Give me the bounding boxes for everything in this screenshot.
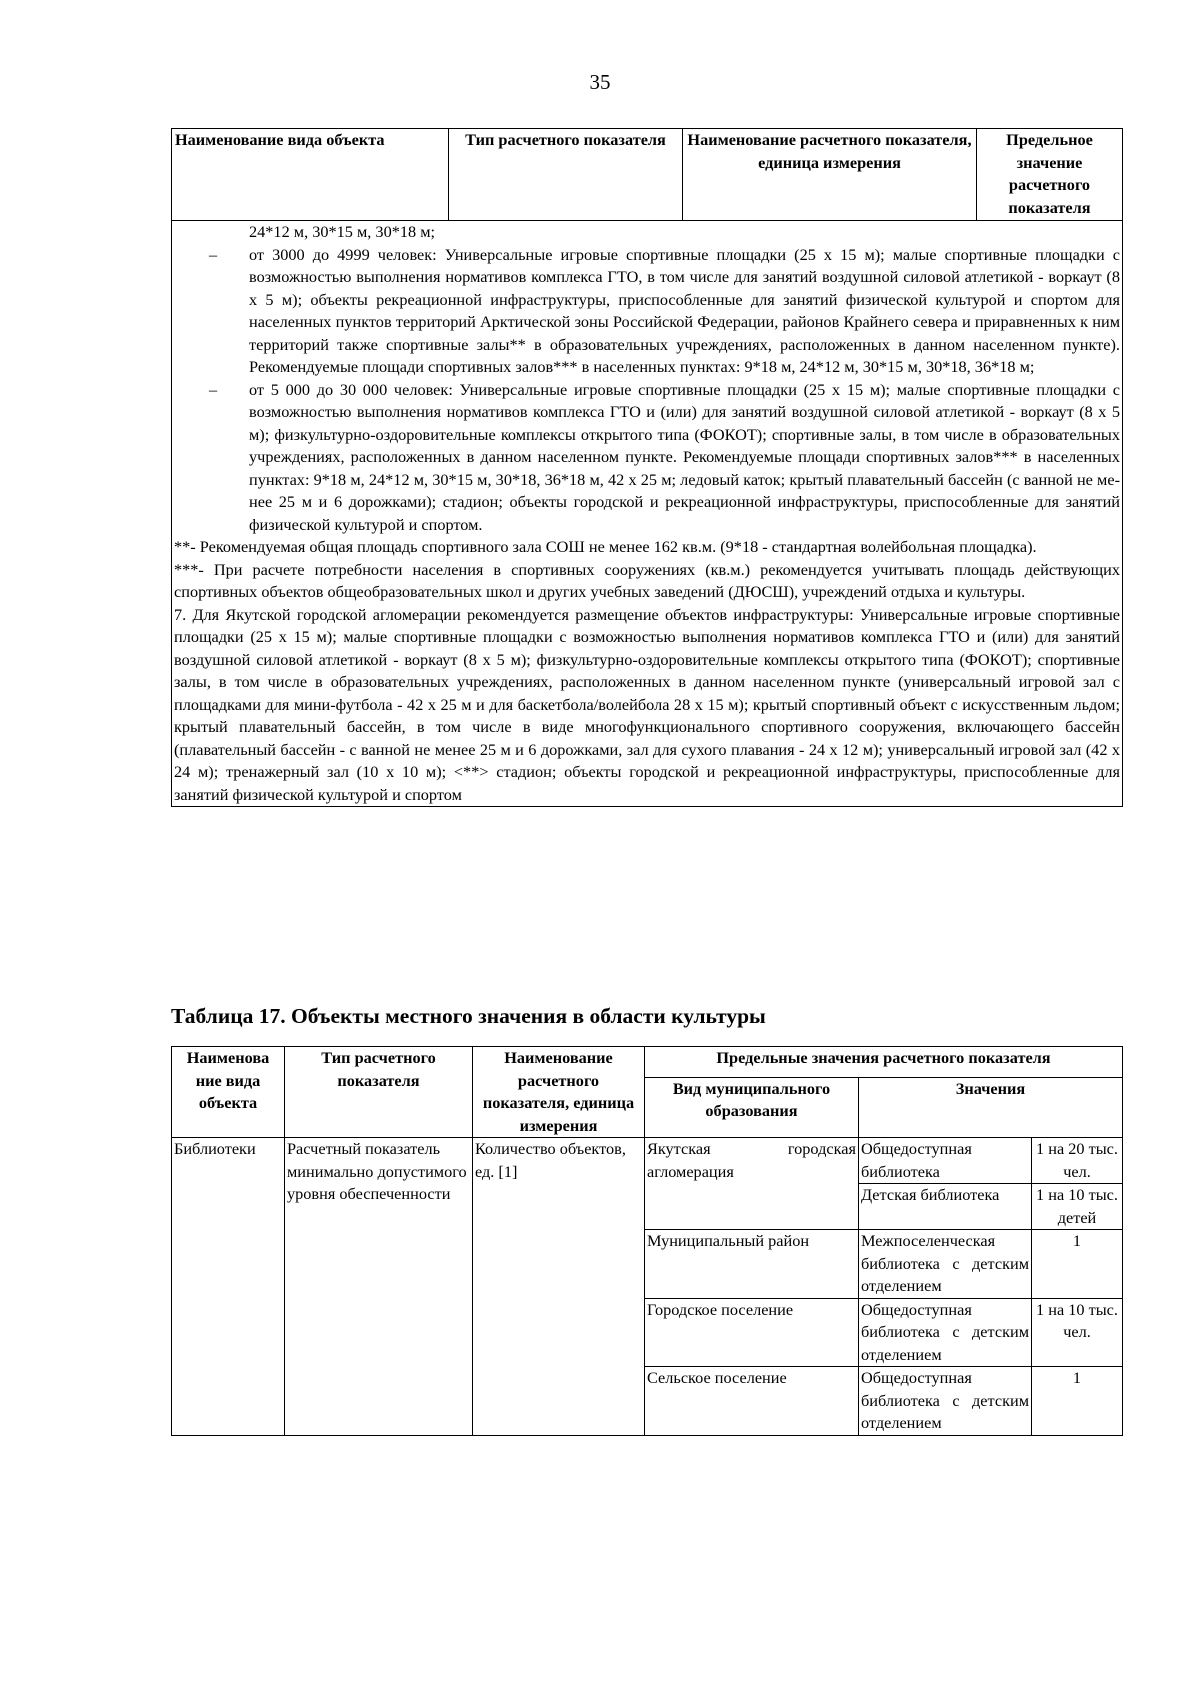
value-cell: 1 [1032, 1367, 1123, 1436]
library-type-cell: Межпоселенческая библиотека с детским отделением [859, 1230, 1032, 1299]
sports-text-cell [172, 221, 1123, 807]
value-cell: 1 [1032, 1230, 1123, 1299]
indicator-type-cell: Расчетный показатель минимально допустимого уровня обеспеченности [285, 1138, 473, 1436]
table-header-row [172, 1047, 1123, 1078]
value-cell: 1 на 10 тыс. детей [1032, 1184, 1123, 1230]
header-indicator-type: Тип расчетного показателя [449, 129, 683, 221]
municipality-cell: Сельское поселение [645, 1367, 859, 1436]
library-type-cell: Общедоступная библиотека с детским отделением [859, 1367, 1032, 1436]
indicator-name-cell: Количество объектов, ед. [1] [473, 1138, 645, 1436]
list-item: – от 5 000 до 30 000 человек: Универсальные игровые спортивные площадки (25 х 15 м); малые спортивные площадки с возможностью выполнения нормативов комплекса ГТО и (или) для занятий воздушной силовой атлетикой - воркаут (8 х 5 м); физкультурно-оздоровительные комплексы открытого типа (ФОКОТ); спортивные залы, в том числе в образовательных учреждениях, расположенных в данном населенном пункте. Рекомендуемые площади спортивных залов*** в населенных пунктах: 9*18 м, 24*12 м, 30*15 м, 30*18, 36*18 м, 42 х 25 м; ледовый каток; крытый плавательный бассейн (с ванной не ме-нее 25 м и 6 дорожками); стадион; объекты городской и рекреационной инфраструктуры, приспособленные для занятий физической культурой и спортом. [249, 379, 1120, 537]
header-indicator-name: Наименование расчетного показателя, единица измерения [473, 1047, 645, 1138]
value-cell: 1 на 20 тыс. чел. [1032, 1138, 1123, 1184]
object-name-cell: Библиотеки [172, 1138, 285, 1436]
culture-objects-table [171, 1046, 1123, 1436]
header-limit-value: Предельное значение расчетного показателя [977, 129, 1123, 221]
table-17-title: Таблица 17. Объекты местного значения в области культуры [171, 1004, 766, 1028]
header-object-type: Наименование вида объекта [172, 129, 449, 221]
header-object-type: Наименова ние вида объекта [172, 1047, 285, 1138]
header-values: Значения [859, 1077, 1123, 1137]
footnote-demand-calc: ***- При расчете потребности населения в спортивных сооружениях (кв.м.) рекомендуется учитывать площадь действующих спортивных объектов общеобразовательных школ и других учебных заведений (ДЮСШ), учреждений отдыха и культуры. [174, 559, 1120, 601]
sports-objects-table [171, 128, 1123, 807]
note-yakutsk-agglomeration: 7. Для Якутской городской агломерации рекомендуется размещение объектов инфраструктуры: Универсальные игровые спортивные площадки (25 х 15 м); малые спортивные площадки с возможностью выполнения нормативов комплекса ГТО и (или) для занятий воздушной силовой атлетикой - воркаут (8 х 5 м); физкультурно-оздоровительные комплексы открытого типа (ФОКОТ); спортивные залы, в том числе в образовательных учреждениях, расположенных в данном населенном пункте (универсальный игровой зал с площадками для мини-футбола - 42 х 25 м и для баскетбола/волейбола 28 х 15 м); крытый спортивный объект с искусственным льдом; крытый плавательный бассейн, в том числе в виде многофункционального спортивного сооружения, включающего бассейн (плавательный бассейн - с ванной не менее 25 м и 6 дорожками, зал для сухого плавания - 24 х 12 м); универсальный игровой зал (42 х 24 м); тренажерный зал (10 х 10 м); <**> стадион; объекты городской и рекреационной инфраструктуры, приспособленные для занятий физической культурой и спортом [174, 604, 1120, 804]
population-list [174, 244, 1120, 537]
header-indicator-name: Наименование расчетного показателя, единица измерения [683, 129, 977, 221]
municipality-cell: Якутская городская агломерация [645, 1138, 859, 1230]
footnote-gym-area: **- Рекомендуемая общая площадь спортивного зала СОШ не менее 162 кв.м. (9*18 - стандартная волейбольная площадка). [174, 537, 1037, 556]
municipality-cell: Городское поселение [645, 1298, 859, 1367]
continuation-line: 24*12 м, 30*15 м, 30*18 м; [249, 222, 436, 241]
header-limit-values: Предельные значения расчетного показателя [645, 1047, 1123, 1078]
table-header-row [172, 129, 1123, 221]
table-body-row [172, 221, 1123, 807]
table-row [172, 1138, 1123, 1184]
page-number: 35 [589, 70, 611, 94]
header-municipality: Вид муниципального образования [645, 1077, 859, 1137]
list-item: – от 3000 до 4999 человек: Универсальные игровые спортивные площадки (25 х 15 м); малые спортивные площадки с возможностью выполнения нормативов комплекса ГТО, в том числе для занятий воздушной силовой атлетикой - воркаут (8 х 5 м); объекты рекреационной инфраструктуры, приспособленные для занятий физической культурой и спортом для населенных пунктов территорий Арктической зоны Российской Федерации, районов Крайнего севера и приравненных к ним территорий также спортивные залы** в образовательных учреждениях, расположенных в данном населенном пункте). Рекомендуемые площади спортивных залов*** в населенных пунктах: 9*18 м, 24*12 м, 30*15 м, 30*18, 36*18 м; [249, 244, 1120, 379]
library-type-cell: Общедоступная библиотека с детским отделением [859, 1298, 1032, 1367]
header-indicator-type: Тип расчетного показателя [285, 1047, 473, 1138]
municipality-cell: Муниципальный район [645, 1230, 859, 1299]
library-type-cell: Общедоступная библиотека [859, 1138, 1032, 1184]
value-cell: 1 на 10 тыс. чел. [1032, 1298, 1123, 1367]
library-type-cell: Детская библиотека [859, 1184, 1032, 1230]
